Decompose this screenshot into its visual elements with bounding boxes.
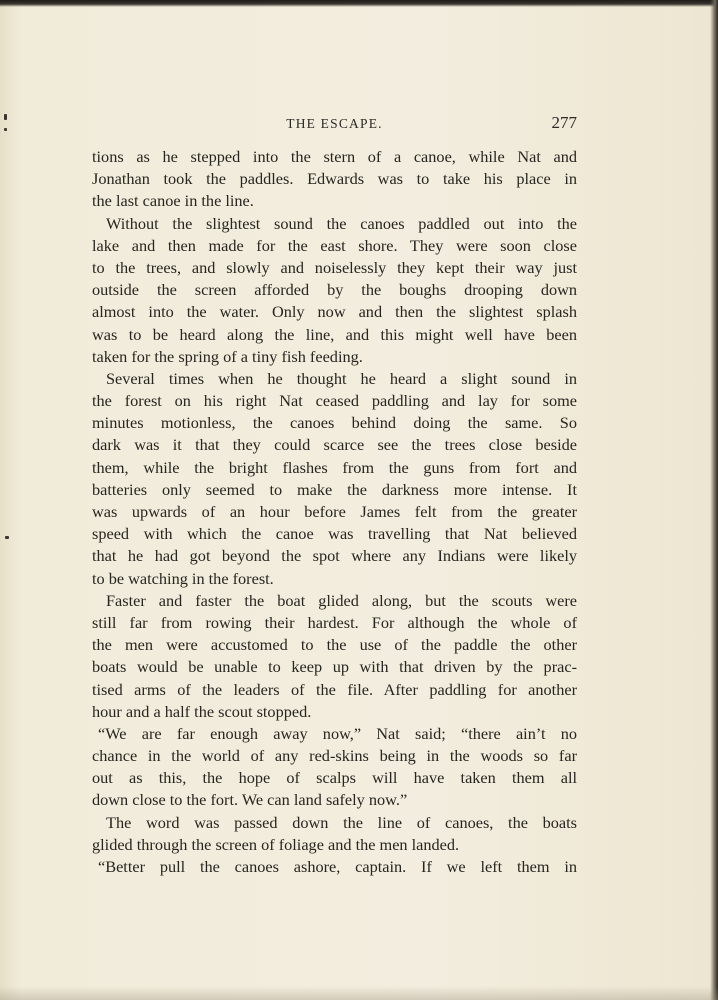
text-line: outside the screen afforded by the boughs drooping down	[92, 280, 577, 300]
text-line: Several times when he thought he heard a slight sound in	[106, 368, 577, 388]
running-title: THE ESCAPE.	[286, 116, 383, 131]
text-line: “We are far enough away now,” Nat said; “there ain’t no	[98, 723, 577, 743]
text-line: dark was it that they could scarce see the trees close beside	[92, 435, 577, 455]
text-line: minutes motionless, the canoes behind doing the same. So	[92, 413, 577, 433]
text-line: boats would be unable to keep up with that driven by the prac-	[92, 657, 577, 677]
text-line: glided through the screen of foliage and the men landed.	[92, 834, 460, 854]
text-line: chance in the world of any red-skins being in the woods so far	[92, 746, 577, 766]
text-line: was to be heard along the line, and this might well have been	[92, 324, 577, 344]
text-line: Faster and faster the boat glided along, but the scouts were	[106, 590, 577, 610]
text-line: that he had got beyond the spot where any Indians were likely	[92, 546, 577, 566]
text-line: almost into the water. Only now and then the slightest splash	[92, 302, 577, 322]
text-line: Jonathan took the paddles. Edwards was to take his place in	[92, 169, 577, 189]
running-head	[92, 113, 577, 135]
text-line: them, while the bright flashes from the guns from fort and	[92, 457, 577, 477]
page-top-edge-shadow	[0, 0, 718, 7]
text-line: still far from rowing their hardest. For although the whole of	[92, 612, 577, 632]
text-line: to the trees, and slowly and noiselessly they kept their way just	[92, 257, 577, 277]
text-line: lake and then made for the east shore. They were soon close	[92, 235, 577, 255]
text-line: down close to the fort. We can land safely now.”	[92, 790, 408, 810]
text-line: the forest on his right Nat ceased paddling and lay for some	[92, 391, 577, 411]
text-line: tised arms of the leaders of the file. After paddling for another	[92, 679, 577, 699]
page-spine-shadow	[710, 0, 718, 1000]
text-line: “Better pull the canoes ashore, captain. If we left them in	[98, 857, 577, 876]
text-line: was upwards of an hour before James felt from the greater	[92, 502, 577, 521]
page-bottom-shadow	[0, 986, 718, 1000]
body-text	[92, 146, 577, 878]
text-line: to be watching in the forest.	[92, 568, 274, 588]
text-line: taken for the spring of a tiny fish feeding.	[92, 346, 363, 366]
margin-speck	[4, 114, 7, 120]
text-line: The word was passed down the line of canoes, the boats	[106, 812, 577, 832]
margin-speck	[4, 128, 7, 131]
text-line: the last canoe in the line.	[92, 191, 254, 211]
text-line: tions as he stepped into the stern of a canoe, while Nat and	[92, 147, 577, 166]
text-line: speed with which the canoe was travelling that Nat believed	[92, 524, 577, 544]
text-line: Without the slightest sound the canoes paddled out into the	[106, 213, 577, 233]
text-line: out as this, the hope of scalps will have taken them all	[92, 768, 577, 788]
text-line: hour and a half the scout stopped.	[92, 701, 312, 721]
margin-speck	[5, 536, 9, 539]
text-line: the men were accustomed to the use of the paddle the other	[92, 635, 577, 655]
page-number: 277	[551, 113, 577, 132]
text-line: batteries only seemed to make the darkness more intense. It	[92, 479, 577, 499]
